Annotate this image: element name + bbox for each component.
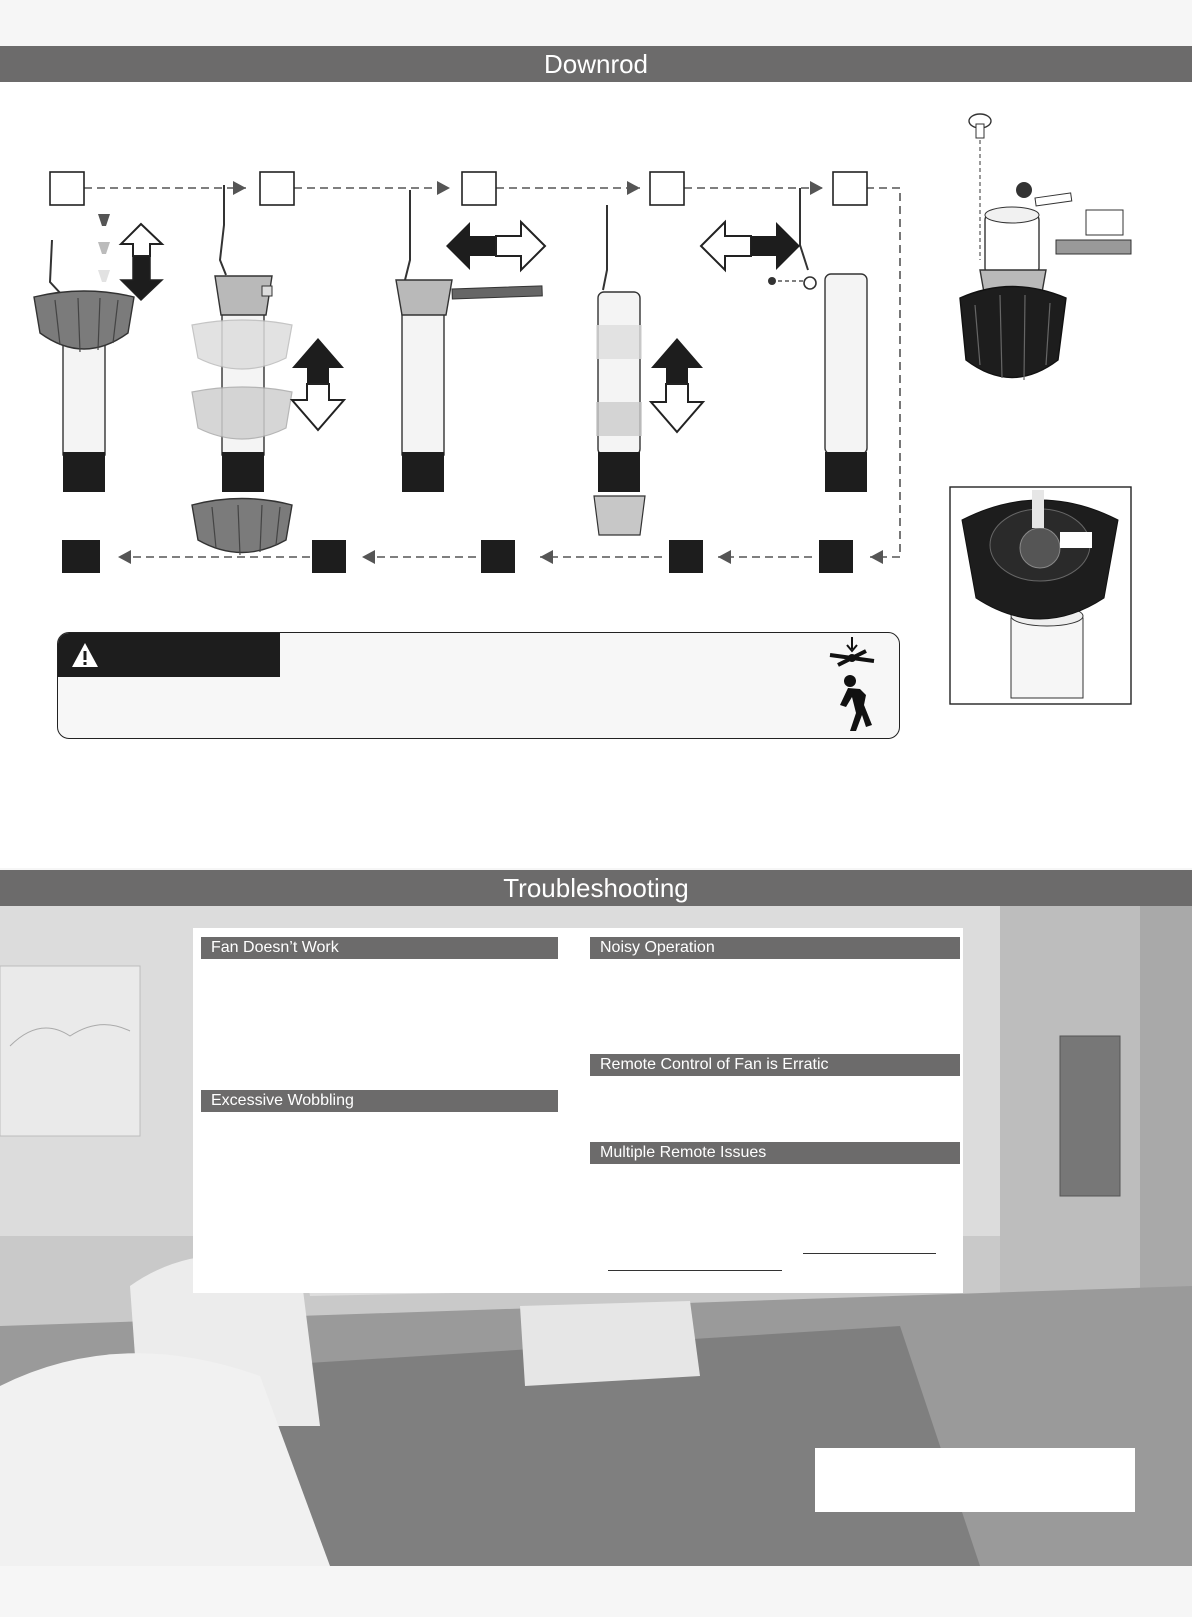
step-box-4 [650,172,684,205]
troubleshooting-section-title: Troubleshooting [0,870,1192,906]
excessive-wobbling-header: Excessive Wobbling [201,1090,558,1112]
figure-detail-canopy-assembly [960,114,1131,380]
link-underline-1 [803,1253,936,1254]
step-box-10 [62,540,100,573]
figure-5-bolt-remove [701,188,867,492]
falling-fan-hazard-icon [826,635,878,735]
troubleshooting-panel [193,928,963,1293]
link-underline-2 [608,1270,782,1271]
step-box-3 [462,172,496,205]
step-box-2 [260,172,294,205]
warning-box [57,632,900,739]
downrod-section-title: Downrod [0,46,1192,82]
step-box-5 [833,172,867,205]
figure-1-canopy-downrod [34,214,162,492]
step-box-9 [312,540,346,573]
page-footer [0,1566,1192,1617]
figure-3-pin-insert [396,190,545,492]
step-box-1 [50,172,84,205]
remote-erratic-header: Remote Control of Fan is Erratic [590,1054,960,1076]
figure-2-canopy-slide [192,185,344,555]
step-boxes-top [50,172,867,205]
downrod-assembly-diagram [0,82,1192,868]
warning-triangle-icon [70,641,100,669]
noisy-operation-header: Noisy Operation [590,937,960,959]
figure-detail-canopy-top-view [950,487,1131,704]
blank-note-box [815,1448,1135,1512]
step-box-6 [819,540,853,573]
figure-4-collar-slide [594,205,703,535]
fan-doesnt-work-header: Fan Doesn’t Work [201,937,558,959]
warning-header [58,633,280,677]
step-box-8 [481,540,515,573]
step-box-7 [669,540,703,573]
multiple-remote-issues-header: Multiple Remote Issues [590,1142,960,1164]
